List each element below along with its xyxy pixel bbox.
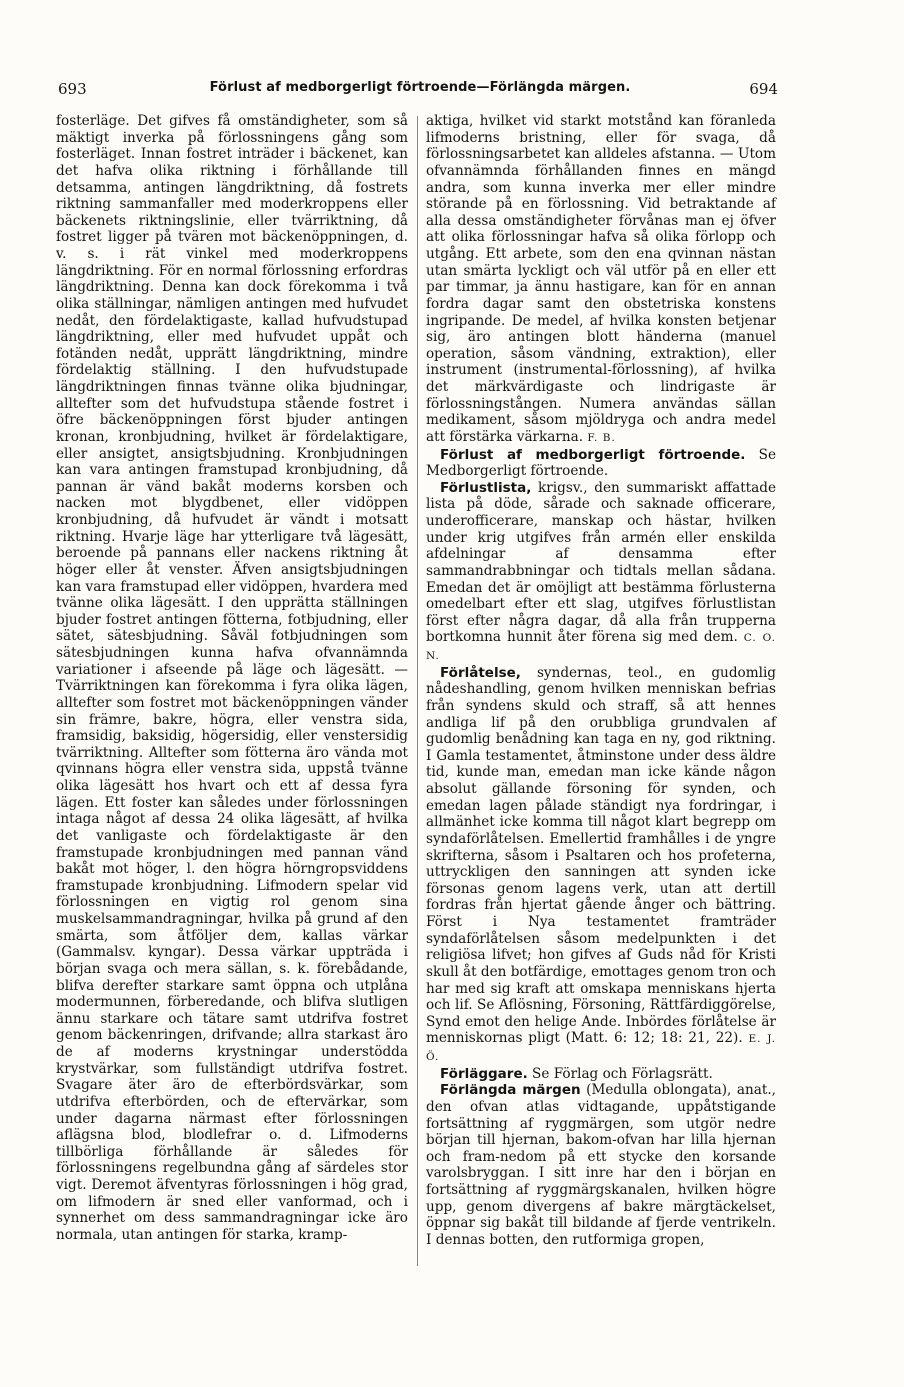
left-column-text: fosterläge. Det gifves få omständigheter, som så mäktigt inverka på förlossningens gång som fosterläget. Innan fostret inträder i bäckenet, kan det hafva olika riktning i förhållande till detsamma, antingen längdriktning, då fostrets riktning sammanfaller med moderkroppens eller bäckenets riktningslinie, eller tvärriktning, då fostret ligger på tvären mot bäckenöppningen, d. v. s. i rät vinkel med moderkroppens längdriktning. För en normal förlossning erfordras längdriktning. Denna kan dock förekomma i två olika ställningar, nämligen antingen med hufvudet nedåt, den fördelaktigaste, kallad hufvudstupad längdriktning, eller med hufvudet uppåt och fotänden nedåt, upprätt längdriktning, mindre fördelaktig ställning. I den hufvudstupade längdriktningen finnas tvänne olika bjudningar, alltefter som det hufvudstupa stående fostret i öfre bäckenöppningen först bjuder antingen kronan, kronbjudning, hvilket är fördelaktigare, eller ansigtet, ansigtsbjudning. Kronbjudningen kan vara antingen framstupad kronbjudning, då pannan är vänd bakåt moderns korsben och nacken mot blygdbenet, eller vidöppen kronbjudning, då hufvudet är vändt i motsatt riktning. Hvarje läge har ytterligare två lägesätt, beroende på pannans eller nackens riktning åt höger eller åt venster. Äfven ansigtsbjudningen kan vara framstupad eller vidöppen, hvardera med tvänne olika lägesätt. I den upprätta ställningen bjuder fostret antingen fötterna, fotbjudning, eller sätet, sätesbjudning. Såväl fotbjudningen som sätesbjudningen kunna hafva ofvannämnda variationer i afseende på läge och lägesätt. — Tvärriktningen kan förekomma i fyra olika lägen, alltefter som fostret mot bäckenöppningen vänder sin främre, bakre, högra, eller venstra sida, framsidig, baksidig, högersidig, eller venstersidig tvärriktning. Alltefter som fötterna äro vända mot qvinnans högra eller venstra sida, uppstå tvänne olika lägesätt hos hvart och ett af dessa fyra lägen. Ett foster kan således under förlossningen intaga något af dessa 24 olika lägesätt, af hvilka det vanligaste och fördelaktigaste är den framstupade kronbjudningen med pannan vänd bakåt mot höger, l. den högra hörngropsviddens framstupade kronbjudning. Lifmodern spelar vid förlossningen en vigtig rol genom sina muskelsammandragningar, hvilka på grund af den smärta, som åtföljer dem, kallas värkar (Gammalsv. kyngar). Dessa värkar uppträda i början svaga och mera sällan, s. k. förebådande, blifva derefter starkare samt öppna och utplåna modermunnen, förberedande, och blifva slutligen ännu starkare och tätare samt utdrifva fostret genom bäckenringen, drifvande; allra starkast äro de af moderns krystningar understödda krystvärkar, som fullständigt utdrifva fostret. Svagare äter äro de efterbördsvärkar, som utdrifva efterbörden, och de eftervärkar, som under dagarna närmast efter förlossningen aflägsna blod, blodlefrar o. d. Lifmoderns tillbörliga förhållande är således för förlossningens regelbundna gång af särdeles stor vigt. Deremot äfventyras förlossningen i hög grad, om lifmodern är sned eller vanformad, och i synnerhet om dess sammandragningar icke äro normala, utan antingen för starka, kramp-	[56, 113, 408, 1243]
right-column	[426, 113, 776, 1249]
entry-forlustlista	[426, 480, 776, 665]
entry-headword: Förlåtelse,	[440, 664, 521, 681]
continuation-text: aktiga, hvilket vid starkt motstånd kan föranleda lifmoderns bristning, eller för svaga, då förlossningsarbetet kan alldeles afstanna. — Utom ofvannämnda förhållanden finnes en mängd andra, som kunna inverka mer eller mindre störande på en förlossning. Vid betraktande af alla dessa omständigheter förvånas man ej öfver att olika förlossningar hafva så olika förlopp och utgång. Ett arbete, som den ena qvinnan nästan utan smärta lyckligt och väl utför på en eller ett par timmar, ja ännu hastigare, kan för en annan fordra dagar samt den obstetriska konstens ingripande. De medel, af hvilka konsten betjenar sig, äro antingen blott händerna (manuel operation, såsom vändning, extraktion), eller instrument (instrumental-förlossning), af hvilka det märkvärdigaste och lindrigaste är förlossningstången. Numera användas sällan medikament, såsom mjöldryga och andra medel att förstärka värkarna.	[426, 113, 776, 445]
page-number-left: 693	[58, 80, 87, 98]
entry-body: (Medulla oblongata), anat., den ofvan atlas vidtagande, uppåtstigande fortsättning af ryggmärgen, som utgör nedre början till hjernan, bakom-ofvan har lilla hjernan och fram-nedom på ett stycke den korsande varolsbryggan. I sitt inre har den i början en fortsättning af ryggmärgskanalen, hvilken högre upp, genom divergens af bakre märgtäckelset, öppnar sig bakåt till bildande af fjerde ventrikeln. I dennas botten, den rutformiga gropen,	[426, 1082, 776, 1248]
entry-headword: Förlustlista,	[440, 479, 532, 496]
left-column	[56, 113, 408, 1244]
continuation-signature: F. B.	[587, 431, 616, 444]
page-header	[0, 80, 904, 102]
entry-signature: E. J. Ö.	[426, 1033, 777, 1063]
entry-headword: Förlängda märgen	[440, 1082, 581, 1099]
entry-forlaggare	[426, 1066, 776, 1083]
entry-signature: C. O. N.	[426, 632, 776, 662]
entry-body: Se Medborgerligt förtroende.	[426, 446, 776, 480]
entry-headword: Förläggare.	[440, 1065, 528, 1082]
running-title: Förlust af medborgerligt förtroende—Förlängda märgen.	[209, 80, 631, 95]
entry-body: krigsv., den summariskt affattade lista på döde, sårade och saknade officerare, underofficerare, manskap och hästar, hvilken under krig utgifves från armén eller enskilda afdelningar af densamma efter sammandrabbningar och tidtals mellan sådana. Emedan det är omöjligt att bestämma förlusterna omedelbart efter ett slag, utgifves förlustlistan först efter några dagar, då alla från trupperna bortkomna hunnit åter förena sig med dem.	[426, 479, 776, 646]
entry-body: Se Förlag och Förlagsrätt.	[527, 1065, 713, 1082]
entry-forlatelse	[426, 665, 776, 1066]
entry-body: syndernas, teol., en gudomlig nådeshandling, genom hvilken menniskan befrias från syndens skuld och straff, så att hennes andliga lif på den orubbliga grundvalen af gudomlig benådning kan taga en ny, god riktning. I Gamla testamentet, åtminstone under dess äldre tid, kunde man, emedan man icke kände någon absolut gällande försoning för synden, och emedan lagen pålade ständigt nya fordringar, i allmänhet icke komma till något klart begrepp om syndaförlåtelsen. Emellertid framhålles i de yngre skrifterna, såsom i Psaltaren och hos profeterna, uttryckligen den sanningen att synden icke försonas genom lagens verk, utan att dertill fordras från hjertat gående ånger och bättring. Först i Nya testamentet framträder syndaförlåtelsen såsom medelpunkten i det religiösa lifvet; hon gifves af Guds nåd för Kristi skull åt den botfärdige, emottages genom tron och har med sig kraft att omskapa menniskans hjerta och lif. Se Aflösning, Försoning, Rättfärdiggörelse, Synd emot den helige Ande. Inbördes förlåtelse är menniskornas pligt (Matt. 6: 12; 18: 21, 22).	[426, 664, 776, 1047]
page-number-right: 694	[749, 80, 778, 98]
entry-forlust	[426, 447, 776, 480]
column-divider	[417, 116, 418, 1266]
entry-forlangda-margen	[426, 1082, 776, 1248]
entry-headword: Förlust af medborgerligt förtroende.	[440, 446, 746, 463]
right-column-continuation	[426, 113, 776, 447]
